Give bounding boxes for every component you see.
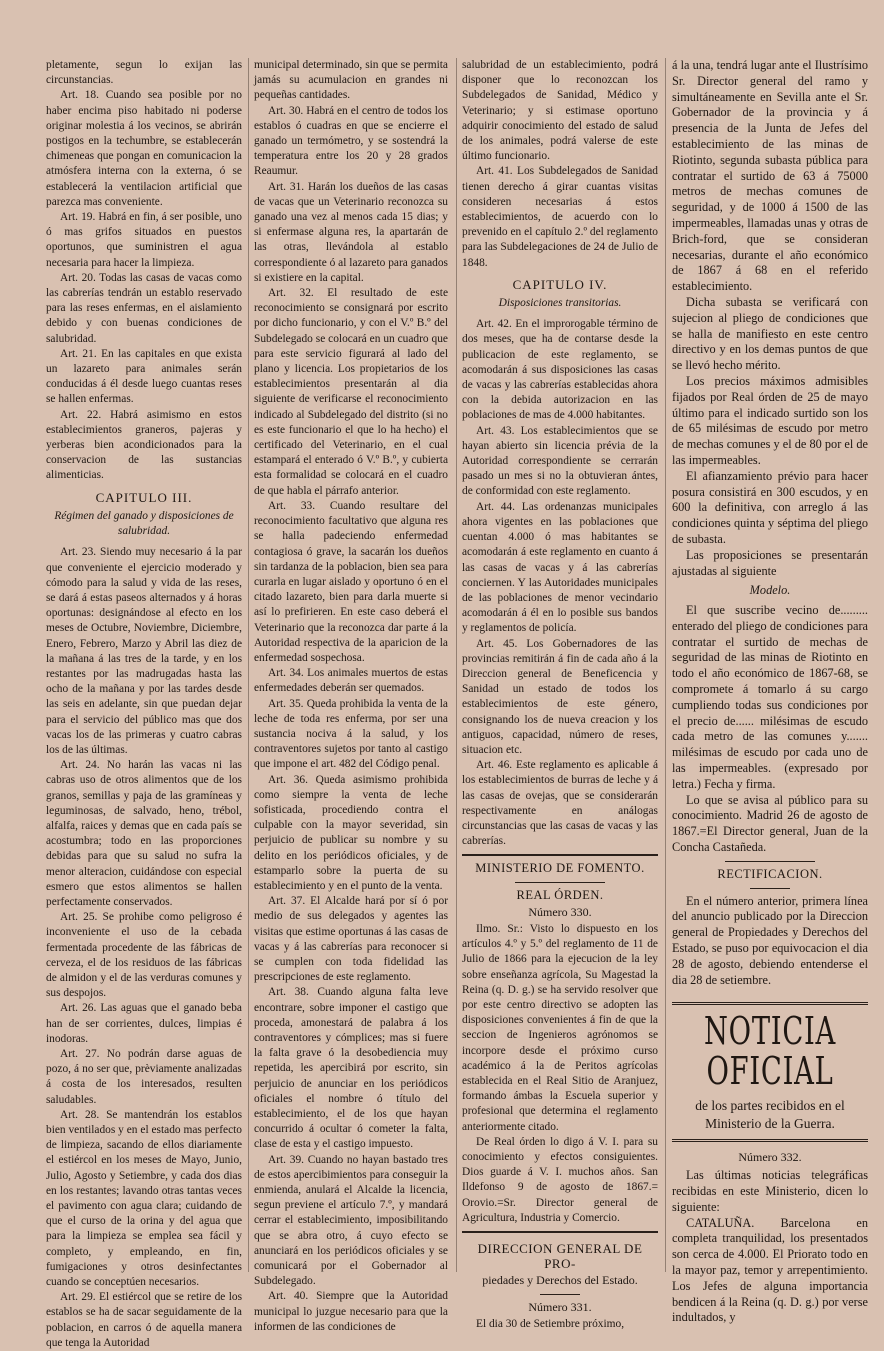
article-28: Art. 28. Se mantendrán los establos bien ventilados y en el estado mas perfecto de limpieza, sacando de ellos diariamente el estiércol en los meses de Mayo, Junio, Julio, Agosto y Setiembre, y cada dos dias en los restantes; lavando otras tantas veces el pavimento con agua clara; cuidando de que el curso de la orina y del agua que para la limpieza se emplea sea fácil y completo, y empleando, en fin, fumigaciones y otros desinfectantes cuando se conceptúen necesarios. bbox=[46, 1108, 242, 1289]
article-46: Art. 46. Este reglamento es aplicable á los establecimientos de burras de leche y á las casas de ovejas, que se considerarán respectivamente en análogas circunstancias que las casas de vacas y las cabrerías. bbox=[462, 759, 658, 848]
article-19: Art. 19. Habrá en fin, á ser posible, uno ó mas grifos situados en puestos oportunos, que suministren el agua necesaria para hacer la limpieza. bbox=[46, 211, 242, 269]
article-38: Art. 38. Cuando alguna falta leve encontrare, sobre imponer el castigo que proceda, amonestará de palabra á los contraventores y cómplices; mas si fuere la falta grave ó la desobediencia muy repetida, les apercibirá por escrito, sin perjuicio de anunciar en los periódicos oficiales el nombre ó título del establecimiento, el de los que hayan concurrido á ocultar ó cometer la falta, clase de esta y el castigo impuesto. bbox=[254, 986, 448, 1151]
article-36: Art. 36. Queda asimismo prohibida como siempre la venta de leche sofisticada, procediendo contra el culpable con la mayor severidad, sin perjuicio de publicar su nombre y su delito en los periódicos oficiales, y de estamparlo sobre la puerta de su establecimiento y en el punto de la venta. bbox=[254, 773, 448, 892]
paragraph: El que suscribe vecino de......... enterado del pliego de condiciones para contratar el surtido de mechas de seguridad de las minas de Riotinto en todo el año económico de 1867-68, se compromete á tomarlo á su cargo cumpliendo todas sus condiciones por el precio de...... milésimas de escudo cada metro de las comunes y....... milésimas de escudo por cada uno de las impermeables. (expresado por letra.) Fecha y firma. bbox=[672, 603, 868, 791]
divider bbox=[462, 1231, 658, 1233]
article-27: Art. 27. No podrán darse aguas de pozo, á no ser que, prèviamente analizadas á costa de los interesados, resulten saludables. bbox=[46, 1048, 242, 1106]
article-20: Art. 20. Todas las casas de vacas como las cabrerías tendrán un establo reservado para las reses enfermas, en el aislamiento debido y con buenas condiciones de salubridad. bbox=[46, 271, 242, 345]
paragraph: Lo que se avisa al público para su conocimiento. Madrid 26 de agosto de 1867.=El Director general, Juan de la Concha Castañeda. bbox=[672, 792, 868, 855]
chapter-subtitle: Régimen del ganado y disposiciones de salubridad. bbox=[54, 509, 234, 538]
article-43: Art. 43. Los establecimientos que se hayan abierto sin licencia prévia de la Autoridad correspondiente se cerrarán pasado un mes si no la obtuvieran ántes, de conformidad con este reglamento. bbox=[462, 424, 658, 498]
article-23: Art. 23. Siendo muy necesario á la par que conveniente el ejercicio moderado y cómodo para la salud y vida de las reses, se dará á estas paseos alternados y á horas oportunas: designándose al efecto en los meses de Octubre, Noviembre, Diciembre, Enero, Febrero, Marzo y Abril las diez de la mañana á las tres de la tarde, y en los restantes por las madrugadas hasta las ocho de la mañana y por las tardes desde las seis en adelante, sin que puedan dejar para el servicio del público mas que dos vacas los de las primeras y cuatro cabras los de las últimas. bbox=[46, 546, 242, 756]
official-notice-block bbox=[672, 1002, 868, 1142]
column-rule bbox=[665, 58, 666, 1272]
column-3 bbox=[462, 58, 658, 1330]
paragraph: Dicha subasta se verificará con sujecion al pliego de condiciones que se halla de manifiesto en este centro directivo y en los demas puntos de que se llevó hecho mérito. bbox=[672, 294, 868, 373]
rectification-heading: RECTIFICACION. bbox=[717, 866, 823, 881]
paragraph: pletamente, segun lo exijan las circunstancias. bbox=[46, 59, 242, 87]
direction-heading-line1: DIRECCION GENERAL DE PRO- bbox=[477, 1241, 643, 1272]
article-31: Art. 31. Harán los dueños de las casas de vacas que un Veterinario reconozca su ganado una vez al menos cada 15 dias; y si enfermase alguna res, la apartarán de las otras, llevándola al establo correspondiente ó al lazareto para ganados si existiere en la capital. bbox=[254, 180, 448, 284]
number-label: Número 331. bbox=[528, 1299, 592, 1314]
article-44: Art. 44. Las ordenanzas municipales ahora vigentes en las poblaciones que cuentan 4.000 ó mas habitantes se acomodarán á este reglamento en cuanto á las casas de vacas y á las cabrerías conciernen. Y las Autoridades municipales de las poblaciones de menor vecindario acomodarán á él en lo posible sus bandos y reglamentos de policía. bbox=[462, 500, 658, 635]
article-34: Art. 34. Los animales muertos de estas enfermedades deberán ser quemados. bbox=[254, 667, 448, 695]
chapter-heading: CAPITULO III. bbox=[95, 489, 193, 505]
chapter-heading: CAPITULO IV. bbox=[512, 276, 608, 292]
column-2 bbox=[254, 58, 448, 1333]
real-orden-heading: REAL ÓRDEN. bbox=[516, 887, 604, 902]
article-37: Art. 37. El Alcalde hará por sí ó por medio de sus delegados y agentes las visitas que estime oportunas á las casas de vacas y á las cabrerías para reconocer si se cumplen con toda fidelidad las prescripciones de este reglamento. bbox=[254, 895, 448, 984]
article-39: Art. 39. Cuando no hayan bastado tres de estos apercibimientos para conseguir la enmienda, anulará el Alcalde la licencia, segun previene el artículo 7.º, y mandará cerrar el establecimiento, imposibilitando que se abra otro, á cuyo efecto se anunciará en los periódicos oficiales y se comunicará por el Gobernador al Subdelegado. bbox=[254, 1153, 448, 1288]
article-21: Art. 21. En las capitales en que exista un lazareto para animales serán conducidas á él desde luego cuantas reses se hallen enfermas. bbox=[46, 347, 242, 406]
paragraph: De Real órden lo digo á V. I. para su conocimiento y efectos consiguientes. Dios guarde á V. I. muchos años. San Ildefonso 9 de agosto de 1867.= Orovio.=Sr. Director general de Agricultura, Industria y Comercio. bbox=[462, 1135, 658, 1224]
divider bbox=[540, 1294, 580, 1295]
article-42: Art. 42. En el improrogable término de dos meses, que ha de contarse desde la publicacion de este reglamento, se acomodarán á sus disposiciones las casas de vacas y las cabrerías establecidas ahora con la debida autorizacion en las poblaciones de mas de 4.000 habitantes. bbox=[462, 318, 658, 422]
paragraph: municipal determinado, sin que se permita jamás su acumulacion en grandes ni pequeñas cantidades. bbox=[254, 59, 448, 102]
article-29: Art. 29. El estiércol que se retire de los establos se ha de sacar seguidamente de la poblacion, en carros ó de aquella manera que tenga la Autoridad bbox=[46, 1291, 242, 1349]
official-notice-title: NOTICIA OFICIAL bbox=[704, 1009, 836, 1094]
article-25: Art. 25. Se prohibe como peligroso é inconveniente el uso de la cebada fermentada procedente de las fábricas de cerveza, el de los residuos de las fábricas de almidon y el de las verduras comunes y sus despojos. bbox=[46, 911, 242, 1000]
article-32: Art. 32. El resultado de este reconocimiento se consignará por escrito por dicho funcionario, y con el V.º B.º del Subdelegado se colocará en un cuadro que para este servicio figurará al lado del plano y licencia. Los propietarios de los establecimientos presentarán al dia siguiente de verificarse el reconocimiento indicado al Subdelegado del distrito (si no es este funcionario el que lo ha hecho) el certificado del Veterinario, en el cual estampará el enterado ó V.º B.º, y cubierta esta formalidad se colocará en el cuadro de que habla el párrafo anterior. bbox=[254, 287, 448, 497]
article-35: Art. 35. Queda prohibida la venta de la leche de toda res enferma, por ser una sustancia nociva á la salud, y los contraventores sujetos por tanto al castigo que impone el art. 482 del Código penal. bbox=[254, 697, 448, 771]
article-41: Art. 41. Los Subdelegados de Sanidad tienen derecho á girar cuantas visitas consideren necesarias á estos establecimientos, de acuerdo con lo prevenido en el capítulo 2.º del reglamento para las Subdelegaciones de 24 de Julio de 1848. bbox=[462, 165, 658, 269]
article-33: Art. 33. Cuando resultare del reconocimiento facultativo que alguna res se halla padeciendo enfermedad contagiosa ó grave, la sacarán los dueños sin tardanza de la poblacion, bien sea para curarla en lugar aislado y oportuno ó en el citado lazareto, bien para darla muerte si así lo prefirieren. En este caso deberá el Veterinario que la reconozca dar parte á la Autoridad respectiva de la aparicion de la enfermedad sospechosa. bbox=[254, 499, 448, 664]
divider bbox=[725, 861, 815, 862]
article-45: Art. 45. Los Gobernadores de las provincias remitirán á fin de cada año á la Direccion general de Beneficencia y Sanidad un estado de todos los establecimientos de este género, consignando los de nueva creacion y los antiguos, capacidad, número de reses, situacion etc. bbox=[462, 637, 658, 756]
article-24: Art. 24. No harán las vacas ni las cabras uso de otros alimentos que de los granos, semillas y paja de las gramíneas y leguminosas, de salvado, heno, trébol, alfalfa, raices y demas que en cada país se acostumbra; todo en las proporciones debidas para que su salud no sufra la menor alteracion, cuidándose con especial esmero que estos alimentos se hallen perfectamente conservados. bbox=[46, 759, 242, 908]
number-label: Número 332. bbox=[738, 1150, 802, 1165]
article-22: Art. 22. Habrá asimismo en estos establecimientos graneros, pajeras y yerberas bien acondicionados para la conservacion de las sustancias alimenticias. bbox=[46, 408, 242, 482]
ministry-heading: MINISTERIO DE FOMENTO. bbox=[475, 861, 645, 876]
column-1 bbox=[46, 58, 242, 1349]
column-rule bbox=[248, 58, 249, 1272]
paragraph: El afianzamiento prévio para hacer posura consistirá en 300 escudos, y en 600 la definitiva, con arreglo á las condiciones quinta y séptima del pliego de subasta. bbox=[672, 468, 868, 546]
paragraph: á la una, tendrá lugar ante el Ilustrísimo Sr. Director general del ramo y simultáneamente en Sevilla ante el Sr. Gobernador de la provincia y á presencia de la Junta de Jefes del establecimiento de las minas de Riotinto, segunda subasta pública para contratar el surtido de 63 á 75000 metros de mechas comunes de seguridad, y de 1000 á 1500 de las impermeables, llamadas unas y otras de Brich-ford, que se consideran necesarias, durante el año económico de 1867 á 68 en el referido establecimiento. bbox=[672, 58, 868, 294]
paragraph: Ilmo. Sr.: Visto lo dispuesto en los artículos 4.º y 5.º del reglamento de 11 de Julio de 1866 para la ejecucion de la ley sobre enseñanza agrícola, Su Magestad la Reina (q. D. g.) se ha servido resolver que por este centro directivo se adopten las disposiciones convenientes á fin de que la seccion de Ingenieros agrónomos se incorpore desde el próximo curso académico á la de Peritos agrícolas establecida en el Real Sitio de Aranjuez, formando ámbas la Escuela superior y profesional que determina el reglamento anteriormente citado. bbox=[462, 922, 658, 1133]
paragraph: El dia 30 de Setiembre próximo, bbox=[476, 1317, 625, 1330]
article-40: Art. 40. Siempre que la Autoridad municipal lo juzgue necesario para que la informen de las condiciones de bbox=[254, 1290, 448, 1333]
chapter-subtitle: Disposiciones transitorias. bbox=[498, 297, 622, 310]
column-4 bbox=[672, 58, 868, 1325]
paragraph: salubridad de un establecimiento, podrá disponer que lo reconozcan los Subdelegados de Sanidad, Médico y Veterinario; y si estimase oportuno adquirir conocimiento del estado de salud de los animales, podrá valerse de este último funcionario. bbox=[462, 59, 658, 163]
paragraph: Los precios máximos admisibles fijados por Real órden de 25 de mayo último para el indicado surtido son los de 65 milésimas de escudo por metro de mechas comunes y el de 80 por el de las impermeables. bbox=[672, 373, 868, 467]
paragraph: Las últimas noticias telegráficas recibidas en este Ministerio, dicen lo siguiente: bbox=[672, 1168, 868, 1214]
number-label: Número 330. bbox=[528, 904, 592, 919]
article-26: Art. 26. Las aguas que el ganado beba han de ser corrientes, dulces, limpias é inodoras. bbox=[46, 1002, 242, 1045]
official-notice-subtitle: de los partes recibidos en el Ministerio de la Guerra. bbox=[695, 1098, 845, 1132]
article-18: Art. 18. Cuando sea posible por no haber encima piso habitado ni poderse originar molestia á los vecinos, se abrirán postigos en la techumbre, se establecerán chimeneas que pongan en comunicacion la atmósfera interna con la externa, ó se establecerá la ventilacion artificial que parezca mas conveniente. bbox=[46, 89, 242, 208]
paragraph: Las proposiciones se presentarán ajustadas al siguiente bbox=[672, 547, 868, 578]
paragraph: En el número anterior, primera línea del anuncio publicado por la Direccion general de Propiedades y Derechos del Estado, se puso por equivocacion el dia 28 de agosto, debiendo entenderse el dia 28 de setiembre. bbox=[672, 893, 868, 987]
divider bbox=[750, 888, 790, 889]
divider bbox=[515, 882, 605, 883]
article-30: Art. 30. Habrá en el centro de todos los establos ó cuadras en que se encierre el ganado un termómetro, y se sostendrá la temperatura entre los 20 y 28 grados Reaumur. bbox=[254, 104, 448, 178]
column-rule bbox=[456, 58, 457, 1272]
model-heading: Modelo. bbox=[749, 583, 791, 598]
paragraph: CATALUÑA. Barcelona en completa tranquilidad, los presentados son cerca de 4.000. El Priorato todo en la mayor paz, temor y arrepentimiento. Los Jefes de alguna importancia bendicen á la Reina (q. D. g.) por verse indultados, y bbox=[672, 1215, 868, 1325]
divider bbox=[462, 854, 658, 856]
direction-heading-line2: piedades y Derechos del Estado. bbox=[482, 1273, 638, 1288]
